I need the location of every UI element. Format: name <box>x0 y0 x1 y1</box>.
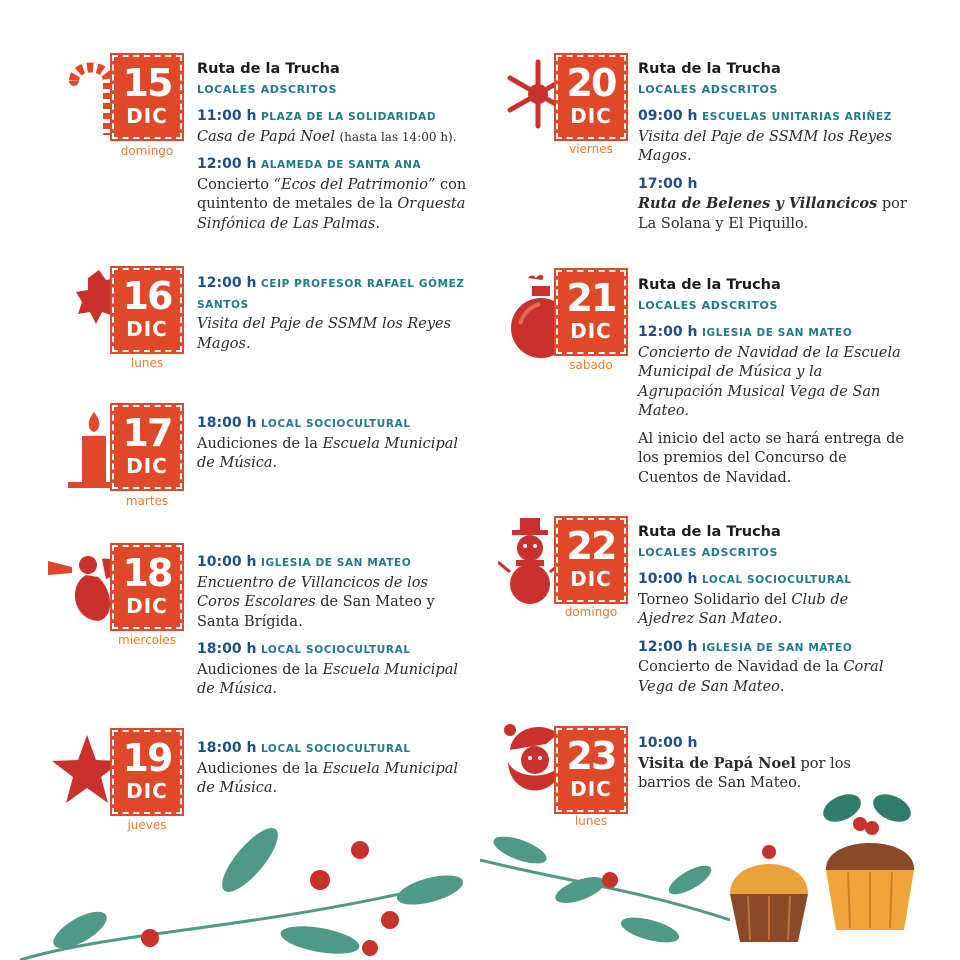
weekday-label: miercoles <box>118 633 176 647</box>
event-item <box>638 323 908 422</box>
day-number: 21 <box>566 276 616 320</box>
event-item <box>638 175 908 235</box>
event-desc-italic: Escuela Municipal de Música <box>197 661 459 697</box>
month-label: DIC <box>126 594 168 618</box>
event-time: 12:00 h <box>638 638 698 655</box>
day-number: 19 <box>122 736 172 780</box>
date-badge <box>556 55 626 139</box>
event-title: Ruta de la Trucha <box>638 277 781 293</box>
event-desc-italic: “Ecos del Patrimonio” <box>273 176 436 193</box>
event-note: Al inicio del acto se hará entrega de los premios del Concurso de Cuentos de Navidad. <box>638 430 904 486</box>
event-item <box>638 734 878 794</box>
event-desc-italic: Escuela Municipal de Música <box>197 435 459 471</box>
event-title: Ruta de la Trucha <box>197 61 340 77</box>
event-desc-italic: Encuentro de Villancicos de los Coros Escolares <box>197 574 428 610</box>
weekday-label: lunes <box>574 814 608 828</box>
event-subtitle: LOCALES ADSCRITOS <box>638 82 779 96</box>
event-place: LOCAL SOCIOCULTURAL <box>261 418 411 430</box>
event-desc: con quintento de metales de la <box>197 176 467 212</box>
event-desc: por los barrios de San Mateo. <box>638 755 851 791</box>
event-place: ESCUELAS UNITARIAS ARIÑEZ <box>702 111 892 123</box>
event-time: 10:00 h <box>638 571 698 587</box>
event-place: IGLESIA DE SAN MATEO <box>702 327 853 339</box>
cupcake-left-icon <box>724 838 814 948</box>
date-badge <box>556 728 626 812</box>
day-number: 23 <box>566 734 616 778</box>
event-item <box>197 155 467 234</box>
event-desc: . <box>272 455 278 471</box>
event-desc: Casa de Papá Noel <box>197 128 335 145</box>
event-time: 12:00 h <box>638 324 698 340</box>
day-number: 16 <box>122 274 172 318</box>
event-time: 12:00 h <box>197 156 257 172</box>
event-desc: . <box>777 611 783 627</box>
event-time: 18:00 h <box>197 641 257 657</box>
event-time: 11:00 h <box>197 108 257 124</box>
event-place: IGLESIA DE SAN MATEO <box>261 557 412 569</box>
date-badge <box>112 268 182 352</box>
event-desc-italic: Club de Ajedrez San Mateo <box>638 591 849 627</box>
date-badge <box>556 270 626 354</box>
day-number: 22 <box>566 524 616 568</box>
event-title: Ruta de la Trucha <box>638 61 781 77</box>
event-place: LOCAL SOCIOCULTURAL <box>261 644 411 656</box>
event-item <box>197 553 467 632</box>
weekday-label: sabado <box>569 358 613 372</box>
month-label: DIC <box>126 317 168 341</box>
event-time: 17:00 h <box>638 175 698 192</box>
event-subtitle: LOCALES ADSCRITOS <box>197 82 338 96</box>
event-desc: por La Solana y El Piquillo. <box>638 196 907 232</box>
month-label: DIC <box>126 779 168 803</box>
event-item <box>197 414 467 474</box>
event-place: LOCAL SOCIOCULTURAL <box>702 574 852 586</box>
event-place: LOCAL SOCIOCULTURAL <box>261 743 411 755</box>
weekday-label: lunes <box>130 356 164 370</box>
month-label: DIC <box>126 454 168 478</box>
event-title: Ruta de la Trucha <box>638 524 781 540</box>
event-time: 09:00 h <box>638 108 698 124</box>
event-desc-bold: Visita de Papá Noel <box>638 754 796 772</box>
event-time: 10:00 h <box>197 554 257 570</box>
event-item <box>638 107 908 167</box>
day-number: 15 <box>122 61 172 105</box>
day-number: 17 <box>122 411 172 455</box>
event-desc-italic: Concierto de Navidad de la Escuela Municipal de Música y la Agrupación Musical Vega de San Mateo. <box>638 344 901 419</box>
event-desc: Audiciones de la <box>197 435 318 452</box>
event-item <box>638 570 908 630</box>
event-desc: Visita del Paje de SSMM los Reyes Magos. <box>638 128 893 164</box>
weekday-label: martes <box>125 494 169 508</box>
event-desc-italic: Orquesta Sinfónica de Las Palmas <box>197 196 466 232</box>
angel-icon <box>46 545 122 625</box>
event-desc-bold-italic: Ruta de Belenes y Villancicos <box>638 195 878 212</box>
event-desc: Concierto <box>197 176 269 193</box>
event-desc: . <box>272 780 278 796</box>
mistletoe-branch-decoration <box>480 820 730 960</box>
month-label: DIC <box>570 567 612 591</box>
event-desc-note: (hasta las 14:00 h). <box>339 129 457 144</box>
event-item <box>197 739 467 799</box>
holly-branch-decoration <box>0 820 480 960</box>
event-desc: . <box>375 215 380 232</box>
event-desc: Audiciones de la <box>197 661 318 678</box>
date-badge <box>556 518 626 602</box>
event-desc: Visita del Paje de SSMM los Reyes Magos. <box>197 316 452 352</box>
weekday-label: domingo <box>564 605 618 619</box>
event-desc: . <box>779 678 785 695</box>
event-item <box>197 640 467 700</box>
weekday-label: jueves <box>127 818 167 832</box>
event-time: 18:00 h <box>197 740 257 756</box>
event-time: 12:00 h <box>197 275 257 291</box>
month-label: DIC <box>570 104 612 128</box>
month-label: DIC <box>126 104 168 128</box>
event-place: IGLESIA DE SAN MATEO <box>702 641 853 654</box>
event-item <box>197 274 467 354</box>
event-desc: Audiciones de la <box>197 760 318 777</box>
date-badge <box>112 545 182 629</box>
event-subtitle: LOCALES ADSCRITOS <box>638 545 779 559</box>
event-place: PLAZA DE LA SOLIDARIDAD <box>261 111 437 123</box>
event-desc: . <box>272 681 278 697</box>
date-badge <box>112 55 182 139</box>
event-desc-italic: Coral Vega de San Mateo <box>638 659 884 695</box>
month-label: DIC <box>570 777 612 801</box>
event-item <box>638 638 908 698</box>
event-time: 10:00 h <box>638 735 698 751</box>
event-subtitle: LOCALES ADSCRITOS <box>638 298 779 312</box>
month-label: DIC <box>570 319 612 343</box>
date-badge <box>112 405 182 489</box>
event-desc: de San Mateo y Santa Brígida. <box>197 594 435 630</box>
event-desc: Concierto de Navidad de la <box>638 659 839 675</box>
cupcake-right-icon <box>820 790 920 940</box>
event-desc-italic: Escuela Municipal de Música <box>197 760 459 796</box>
day-number: 18 <box>122 551 172 595</box>
event-place: ALAMEDA DE SANTA ANA <box>261 159 422 171</box>
snowman-icon <box>498 516 562 606</box>
event-place: CEIP PROFESOR RAFAEL GÓMEZ SANTOS <box>197 278 465 311</box>
date-badge <box>112 730 182 814</box>
weekday-label: domingo <box>120 144 174 158</box>
weekday-label: viernes <box>569 142 613 156</box>
event-desc: Torneo Solidario del <box>638 591 787 608</box>
event-item <box>197 107 467 147</box>
day-number: 20 <box>566 61 616 105</box>
event-time: 18:00 h <box>197 415 257 431</box>
candy-cane-icon <box>60 55 120 135</box>
